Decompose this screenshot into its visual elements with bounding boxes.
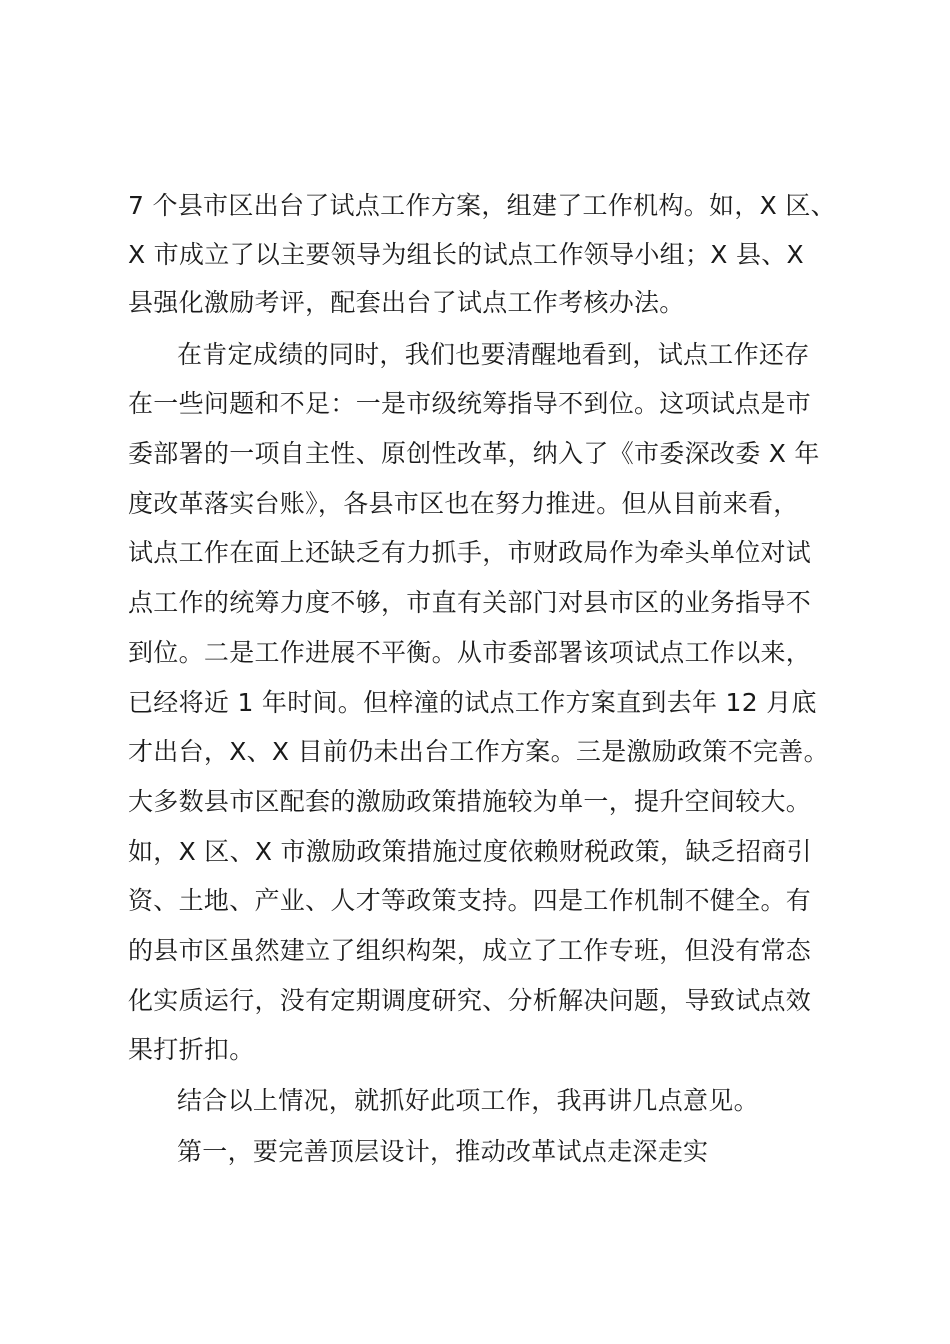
section-heading: 第一，要完善顶层设计，推动改革试点走深走实 xyxy=(177,1137,709,1166)
text-line: 7 个县市区出台了试点工作方案，组建了工作机构。如，X 区、 xyxy=(128,191,836,220)
text-line: 如，X 区、X 市激励政策措施过度依赖财税政策，缺乏招商引 xyxy=(128,837,812,866)
text-line: 果打折扣。 xyxy=(128,1035,255,1064)
text-line: 在一些问题和不足：一是市级统筹指导不到位。这项试点是市 xyxy=(128,389,812,418)
text-line: 试点工作在面上还缺乏有力抓手，市财政局作为牵头单位对试 xyxy=(128,538,812,567)
text-line: 的县市区虽然建立了组织构架，成立了工作专班，但没有常态 xyxy=(128,936,812,965)
text-line: 化实质运行，没有定期调度研究、分析解决问题，导致试点效 xyxy=(128,986,812,1015)
text-line: 资、土地、产业、人才等政策支持。四是工作机制不健全。有 xyxy=(128,886,812,915)
text-line: 县强化激励考评，配套出台了试点工作考核办法。 xyxy=(128,288,685,317)
text-line: 已经将近 1 年时间。但梓潼的试点工作方案直到去年 12 月底 xyxy=(128,688,817,717)
text-line: 才出台，X、X 目前仍未出台工作方案。三是激励政策不完善。 xyxy=(128,737,829,766)
paragraph-start-line: 结合以上情况，就抓好此项工作，我再讲几点意见。 xyxy=(177,1086,759,1115)
text-line: 度改革落实台账》，各县市区也在努力推进。但从目前来看， xyxy=(128,489,799,518)
text-line: 大多数县市区配套的激励政策措施较为单一，提升空间较大。 xyxy=(128,787,812,816)
text-line: 到位。二是工作进展不平衡。从市委部署该项试点工作以来， xyxy=(128,638,812,667)
text-line: 委部署的一项自主性、原创性改革，纳入了《市委深改委 X 年 xyxy=(128,439,820,468)
text-line: X 市成立了以主要领导为组长的试点工作领导小组；X 县、X xyxy=(128,240,804,269)
text-line: 点工作的统筹力度不够，市直有关部门对县市区的业务指导不 xyxy=(128,588,812,617)
paragraph-start-line: 在肯定成绩的同时，我们也要清醒地看到，试点工作还存 xyxy=(177,340,810,369)
